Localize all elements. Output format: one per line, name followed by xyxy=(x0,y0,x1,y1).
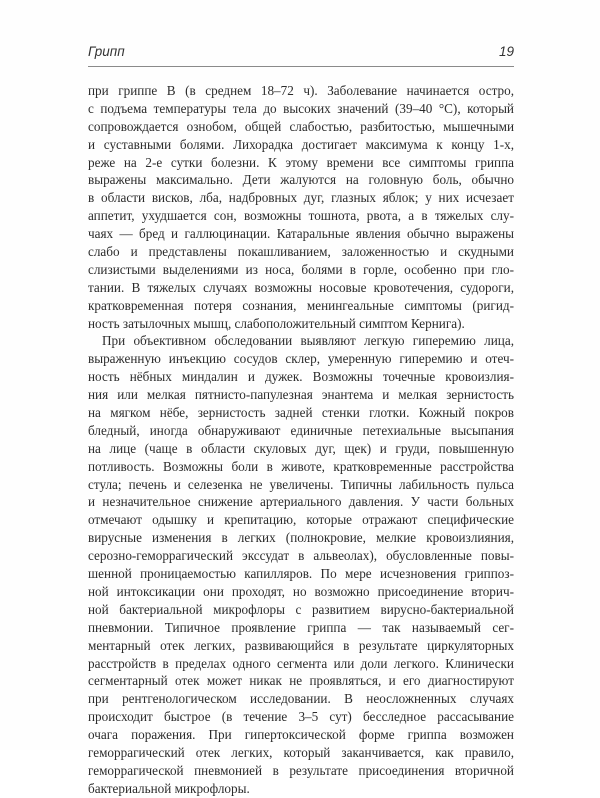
text-line: при рентгенологическом исследовании. В неосложненных случаях xyxy=(88,691,514,707)
body-text xyxy=(88,82,514,798)
text-line: при гриппе B (в среднем 18–72 ч). Заболевание начинается остро, xyxy=(88,83,514,98)
text-line: ния или мелкая пятнисто-папулезная энантема и мелкая зернистость xyxy=(88,387,514,403)
text-line: слабо и представлены покашливанием, заложенностью и скудными xyxy=(88,244,514,260)
text-line: ной бактериальной микрофлоры с развитием вирусно-бактериальной xyxy=(88,601,514,617)
text-line: серозно-геморрагический экссудат в альвеолах), обусловленные повы- xyxy=(88,548,514,564)
text-line: происходит быстрое (в течение 3–5 сут) бесследное рассасывание xyxy=(88,709,514,725)
text-line: шенной проницаемостью капилляров. По мере исчезновения гриппоз- xyxy=(88,566,514,582)
text-line: отмечают одышку и крепитацию, которые отражают специфические xyxy=(88,512,514,528)
text-line: вирусные изменения в легких (полнокровие, мелкие кровоизлияния, xyxy=(88,530,514,546)
running-header xyxy=(88,44,514,64)
text-line: на лице (чаще в области скуловых дуг, щек) и груди, повышенную xyxy=(88,440,514,456)
text-line: ность затылочных мышц, слабоположительный симптом Кернига). xyxy=(88,315,465,331)
text-line: аппетит, ухудшается сон, возможны тошнота, рвота, а в тяжелых слу- xyxy=(88,208,514,224)
text-line: тании. В тяжелых случаях возможны носовые кровотечения, судороги, xyxy=(88,279,514,295)
chapter-title: Грипп xyxy=(88,44,125,59)
text-line: выраженную инъекцию сосудов склер, умеренную гиперемию и отеч- xyxy=(88,351,514,367)
paragraph xyxy=(88,332,514,797)
text-line: и незначительное снижение артериального давления. У части больных xyxy=(88,494,514,510)
text-line: на мягком нёбе, зернистость задней стенки глотки. Кожный покров xyxy=(88,405,514,421)
text-line: слизистыми выделениями из носа, болями в горле, особенно при гло- xyxy=(88,261,514,277)
text-line: сегментарный отек может никак не проявляться, и его диагностируют xyxy=(88,673,514,689)
paragraph xyxy=(88,82,514,332)
text-line: ной интоксикации они проходят, но возможно присоединение вторич- xyxy=(88,583,514,599)
text-line: очага поражения. При гипертоксической форме гриппа возможен xyxy=(88,727,514,743)
text-line: геморрагический отек легких, который заканчивается, как правило, xyxy=(88,744,514,760)
text-line: бледный, иногда обнаруживают единичные петехиальные высыпания xyxy=(88,422,514,438)
text-line: геморрагической пневмонией в результате присоединения вторичной xyxy=(88,762,514,778)
text-line: реже на 2-е сутки болезни. К этому времени все симптомы гриппа xyxy=(88,154,514,170)
text-line: стула; печень и селезенка не увеличены. Типичны лабильность пульса xyxy=(88,476,514,492)
text-line: с подъема температуры тела до высоких значений (39–40 °C), который xyxy=(88,100,514,116)
text-line: пневмонии. Типичное проявление гриппа — так называемый сег- xyxy=(88,619,514,635)
text-line: в области висков, лба, надбровных дуг, глазных яблок; у них исчезает xyxy=(88,190,514,206)
text-line: При объективном обследовании выявляют легкую гиперемию лица, xyxy=(102,333,514,349)
page-number: 19 xyxy=(498,44,514,59)
text-line: ментарный отек легких, развивающийся в результате циркуляторных xyxy=(88,637,514,653)
text-line: потливость. Возможны боли в животе, кратковременные расстройства xyxy=(88,458,514,474)
text-line: выражены максимально. Дети жалуются на головную боль, обычно xyxy=(88,172,514,188)
text-line: расстройств в пределах одного сегмента или доли легкого. Клинически xyxy=(88,655,514,671)
header-rule xyxy=(88,66,514,67)
text-line: бактериальной микрофлоры. xyxy=(88,780,250,796)
text-line: чаях — бред и галлюцинации. Катаральные явления обычно выражены xyxy=(88,226,514,242)
text-line: кратковременная потеря сознания, менингеальные симптомы (ригид- xyxy=(88,297,514,313)
text-line: ность нёбных миндалин и дужек. Возможны точечные кровоизлия- xyxy=(88,369,514,385)
text-line: и суставными болями. Лихорадка достигает максимума к концу 1-х, xyxy=(88,136,514,152)
text-line: сопровождается ознобом, общей слабостью, разбитостью, мышечными xyxy=(88,118,514,134)
